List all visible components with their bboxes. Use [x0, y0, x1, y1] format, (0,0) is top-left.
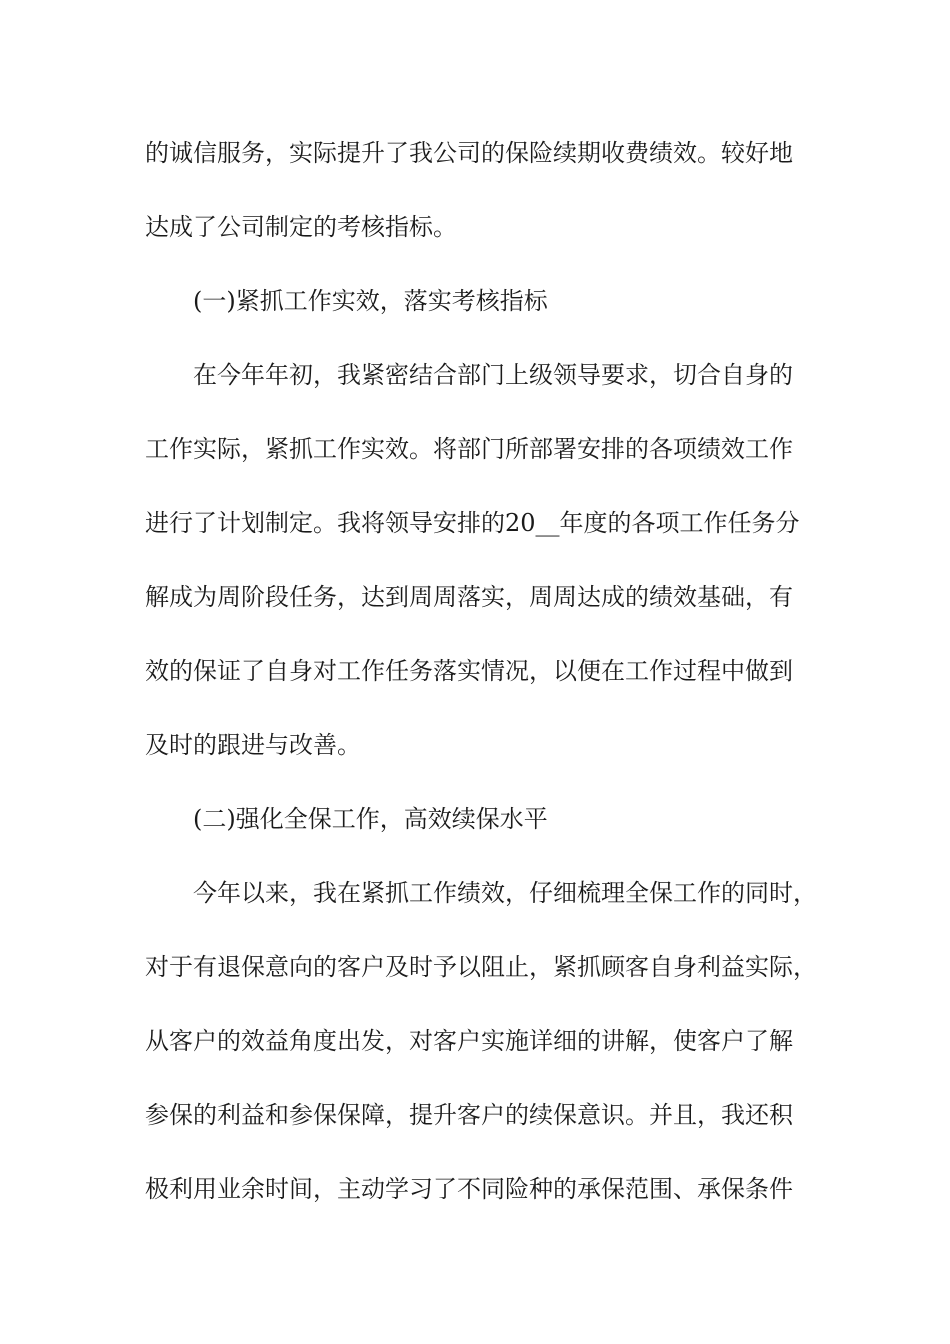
section-heading: (二)强化全保工作，高效续保水平 — [193, 805, 548, 833]
body-text-line: 极利用业余时间，主动学习了不同险种的承保范围、承保条件 — [145, 1175, 793, 1203]
body-text-line: 及时的跟进与改善。 — [145, 731, 361, 759]
body-text-line: 参保的利益和参保保障，提升客户的续保意识。并且，我还积 — [145, 1101, 793, 1129]
body-text-line: 对于有退保意向的客户及时予以阻止，紧抓顾客自身利益实际， — [145, 953, 817, 981]
body-text-line: 进行了计划制定。我将领导安排的20__年度的各项工作任务分 — [145, 509, 800, 537]
body-text-line: 今年以来，我在紧抓工作绩效，仔细梳理全保工作的同时， — [193, 879, 817, 907]
body-text-line: 达成了公司制定的考核指标。 — [145, 213, 457, 241]
body-text-line: 的诚信服务，实际提升了我公司的保险续期收费绩效。较好地 — [145, 139, 793, 167]
body-text-line: 解成为周阶段任务，达到周周落实，周周达成的绩效基础，有 — [145, 583, 793, 611]
body-text-line: 效的保证了自身对工作任务落实情况，以便在工作过程中做到 — [145, 657, 793, 685]
section-heading: (一)紧抓工作实效，落实考核指标 — [193, 287, 548, 315]
body-text-line: 工作实际，紧抓工作实效。将部门所部署安排的各项绩效工作 — [145, 435, 793, 463]
body-text-line: 在今年年初，我紧密结合部门上级领导要求，切合自身的 — [193, 361, 793, 389]
body-text-line: 从客户的效益角度出发，对客户实施详细的讲解，使客户了解 — [145, 1027, 793, 1055]
